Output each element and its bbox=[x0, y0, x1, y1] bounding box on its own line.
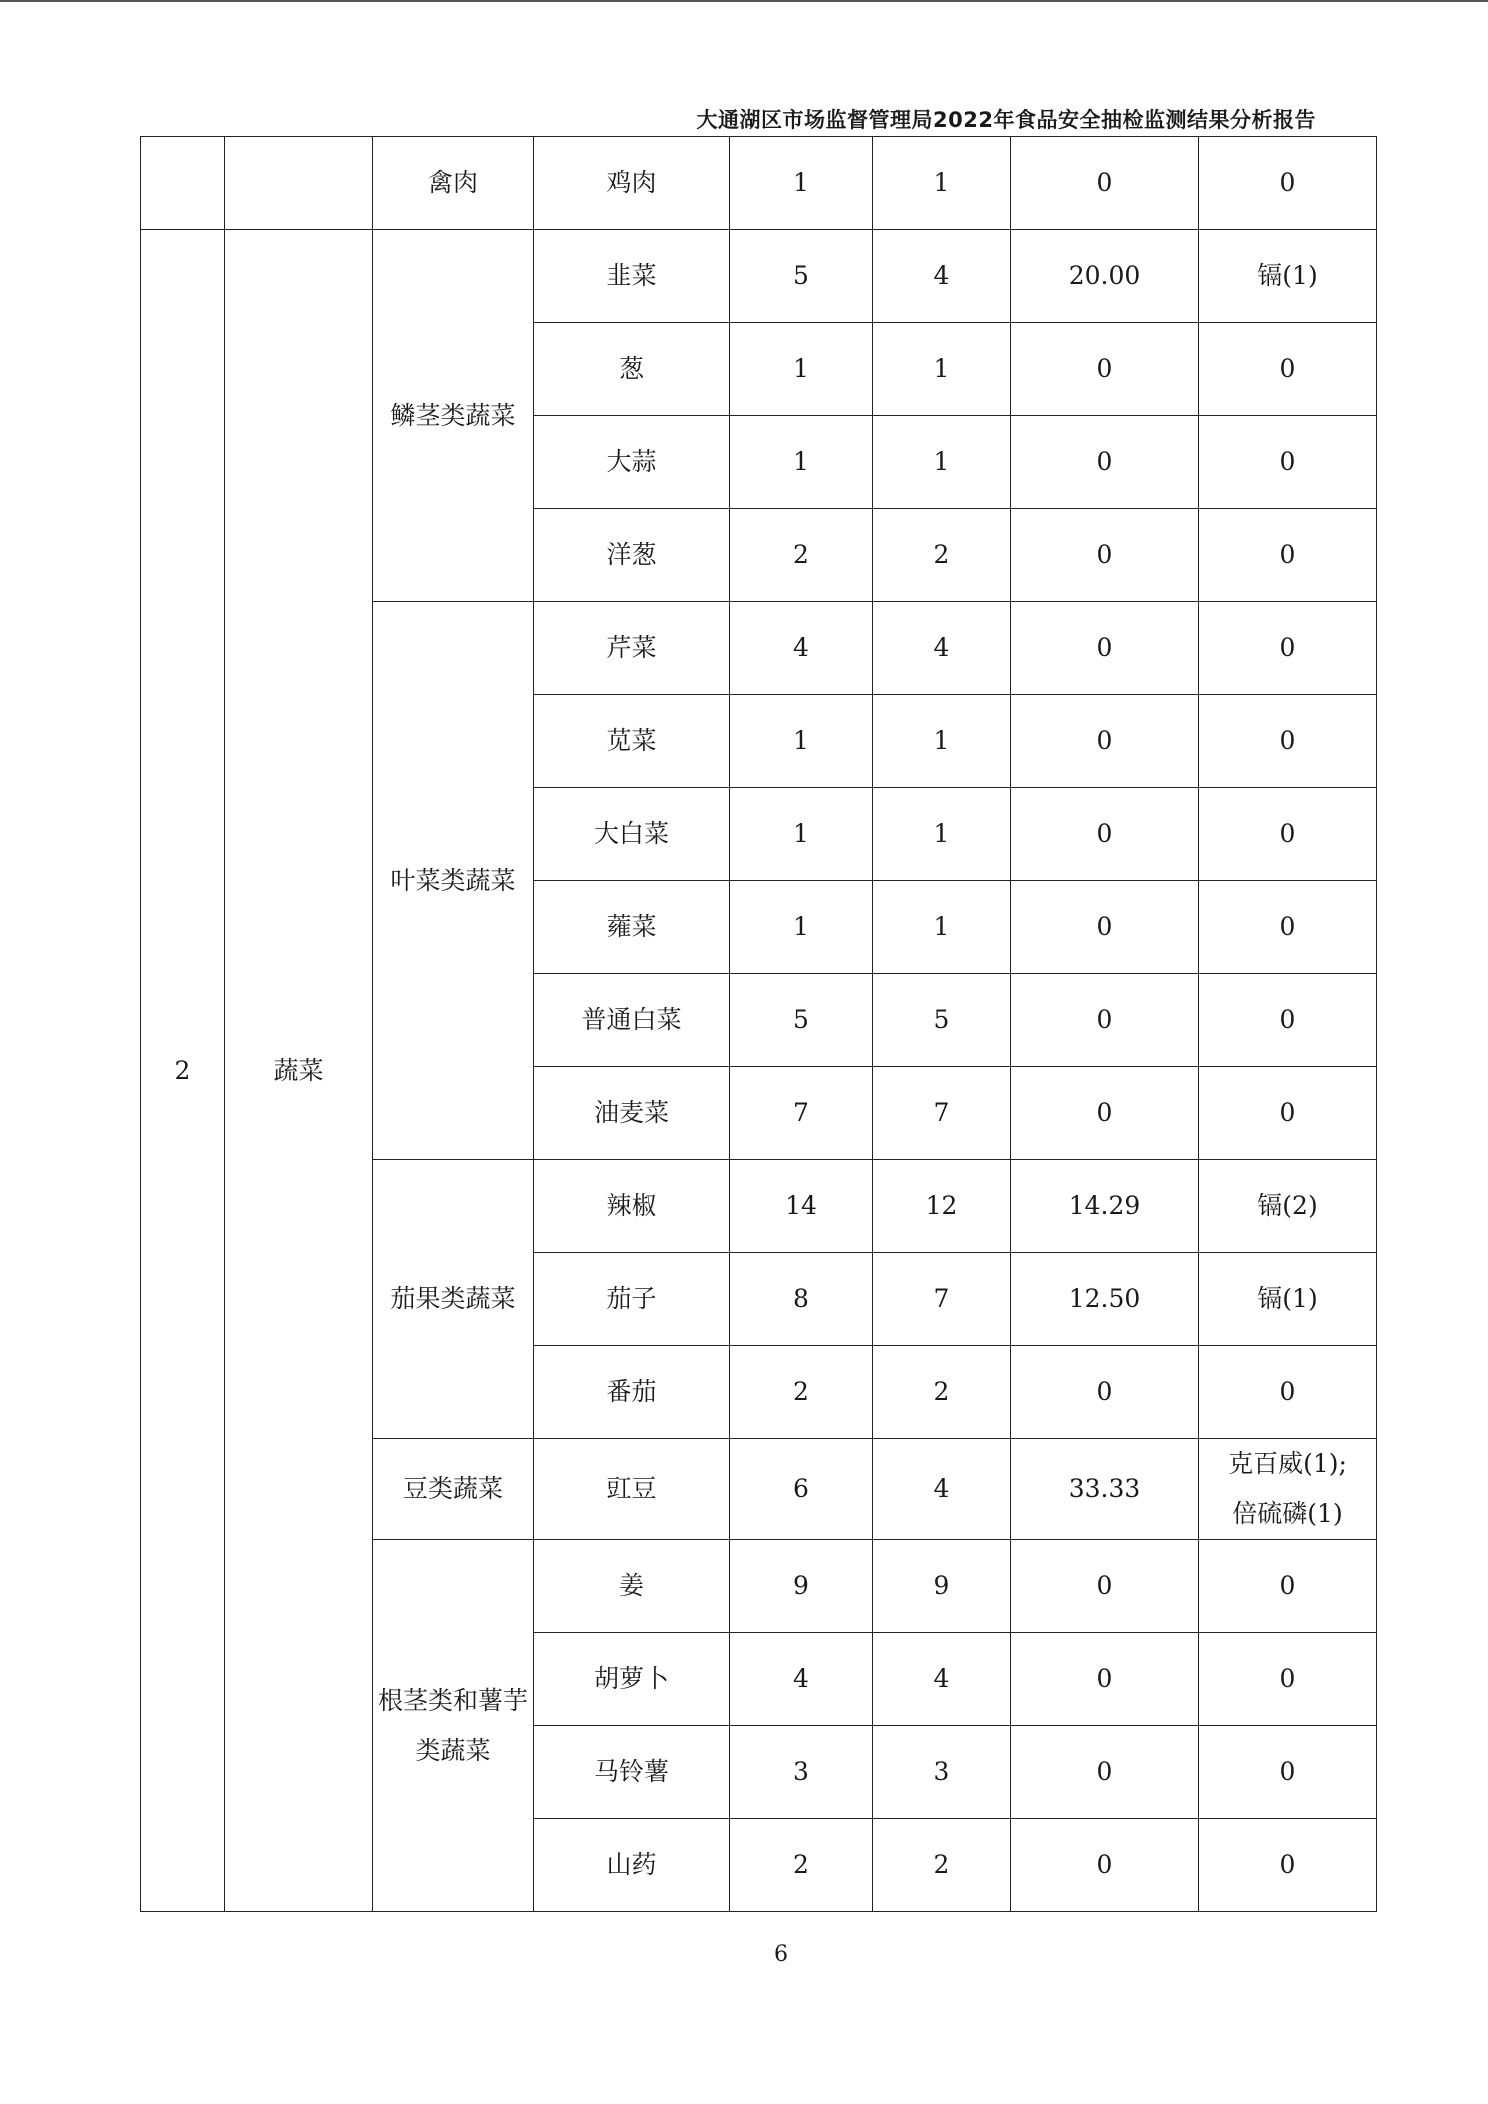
failure-note-line: 倍硫磷(1) bbox=[1232, 1499, 1343, 1528]
page-number: 6 bbox=[774, 1942, 788, 1967]
failure-note: 0 bbox=[1199, 602, 1377, 695]
failure-rate: 0 bbox=[1011, 509, 1199, 602]
qualified-count: 2 bbox=[873, 1819, 1011, 1912]
sampled-count: 7 bbox=[730, 1067, 873, 1160]
failure-note: 0 bbox=[1199, 1067, 1377, 1160]
qualified-count: 1 bbox=[873, 323, 1011, 416]
sampled-count: 2 bbox=[730, 1819, 873, 1912]
failure-rate: 0 bbox=[1011, 323, 1199, 416]
food-category bbox=[225, 137, 373, 230]
failure-note: 0 bbox=[1199, 881, 1377, 974]
qualified-count: 1 bbox=[873, 881, 1011, 974]
qualified-count: 2 bbox=[873, 1346, 1011, 1439]
failure-rate: 0 bbox=[1011, 695, 1199, 788]
sampled-count: 14 bbox=[730, 1160, 873, 1253]
qualified-count: 5 bbox=[873, 974, 1011, 1067]
food-item: 马铃薯 bbox=[534, 1726, 730, 1819]
failure-rate: 0 bbox=[1011, 1346, 1199, 1439]
failure-rate: 0 bbox=[1011, 416, 1199, 509]
sampled-count: 3 bbox=[730, 1726, 873, 1819]
sampled-count: 1 bbox=[730, 416, 873, 509]
food-item: 蕹菜 bbox=[534, 881, 730, 974]
sampled-count: 1 bbox=[730, 881, 873, 974]
food-item: 番茄 bbox=[534, 1346, 730, 1439]
food-category: 蔬菜 bbox=[225, 230, 373, 1912]
food-subcategory: 根茎类和薯芋类蔬菜 bbox=[373, 1540, 534, 1912]
sampled-count: 4 bbox=[730, 602, 873, 695]
food-subcategory: 豆类蔬菜 bbox=[373, 1439, 534, 1540]
qualified-count: 4 bbox=[873, 1633, 1011, 1726]
failure-rate: 33.33 bbox=[1011, 1439, 1199, 1540]
food-item: 辣椒 bbox=[534, 1160, 730, 1253]
failure-note: 镉(1) bbox=[1199, 230, 1377, 323]
failure-rate: 0 bbox=[1011, 1726, 1199, 1819]
food-item: 芹菜 bbox=[534, 602, 730, 695]
food-item: 苋菜 bbox=[534, 695, 730, 788]
food-item: 茄子 bbox=[534, 1253, 730, 1346]
food-subcategory: 禽肉 bbox=[373, 137, 534, 230]
food-item: 姜 bbox=[534, 1540, 730, 1633]
failure-note: 镉(1) bbox=[1199, 1253, 1377, 1346]
failure-rate: 20.00 bbox=[1011, 230, 1199, 323]
food-item: 普通白菜 bbox=[534, 974, 730, 1067]
qualified-count: 1 bbox=[873, 137, 1011, 230]
food-item: 洋葱 bbox=[534, 509, 730, 602]
sampled-count: 9 bbox=[730, 1540, 873, 1633]
failure-rate: 14.29 bbox=[1011, 1160, 1199, 1253]
qualified-count: 9 bbox=[873, 1540, 1011, 1633]
failure-note: 0 bbox=[1199, 416, 1377, 509]
failure-rate: 0 bbox=[1011, 1067, 1199, 1160]
failure-rate: 12.50 bbox=[1011, 1253, 1199, 1346]
failure-note: 0 bbox=[1199, 1540, 1377, 1633]
failure-note: 0 bbox=[1199, 509, 1377, 602]
food-item: 葱 bbox=[534, 323, 730, 416]
food-item: 豇豆 bbox=[534, 1439, 730, 1540]
sampled-count: 8 bbox=[730, 1253, 873, 1346]
qualified-count: 12 bbox=[873, 1160, 1011, 1253]
failure-rate: 0 bbox=[1011, 788, 1199, 881]
failure-note-line: 克百威(1); bbox=[1228, 1449, 1347, 1478]
sampled-count: 1 bbox=[730, 137, 873, 230]
sampled-count: 5 bbox=[730, 974, 873, 1067]
row-number bbox=[141, 137, 225, 230]
failure-note: 0 bbox=[1199, 695, 1377, 788]
food-item: 大白菜 bbox=[534, 788, 730, 881]
table-row bbox=[141, 230, 1377, 323]
failure-note: 0 bbox=[1199, 1633, 1377, 1726]
food-item: 山药 bbox=[534, 1819, 730, 1912]
qualified-count: 1 bbox=[873, 788, 1011, 881]
sampled-count: 5 bbox=[730, 230, 873, 323]
page-top-border bbox=[0, 0, 1488, 2]
sampled-count: 2 bbox=[730, 1346, 873, 1439]
results-table bbox=[140, 136, 1377, 1912]
sampled-count: 1 bbox=[730, 695, 873, 788]
qualified-count: 1 bbox=[873, 695, 1011, 788]
food-item: 胡萝卜 bbox=[534, 1633, 730, 1726]
sampled-count: 1 bbox=[730, 788, 873, 881]
qualified-count: 1 bbox=[873, 416, 1011, 509]
qualified-count: 4 bbox=[873, 602, 1011, 695]
sampled-count: 6 bbox=[730, 1439, 873, 1540]
sampled-count: 2 bbox=[730, 509, 873, 602]
failure-note bbox=[1199, 1439, 1377, 1540]
qualified-count: 2 bbox=[873, 509, 1011, 602]
failure-note: 0 bbox=[1199, 1346, 1377, 1439]
failure-rate: 0 bbox=[1011, 881, 1199, 974]
sampled-count: 1 bbox=[730, 323, 873, 416]
failure-rate: 0 bbox=[1011, 1540, 1199, 1633]
failure-rate: 0 bbox=[1011, 137, 1199, 230]
failure-note: 镉(2) bbox=[1199, 1160, 1377, 1253]
failure-note: 0 bbox=[1199, 1819, 1377, 1912]
qualified-count: 4 bbox=[873, 230, 1011, 323]
failure-rate: 0 bbox=[1011, 974, 1199, 1067]
qualified-count: 3 bbox=[873, 1726, 1011, 1819]
qualified-count: 7 bbox=[873, 1067, 1011, 1160]
row-number: 2 bbox=[141, 230, 225, 1912]
sampled-count: 4 bbox=[730, 1633, 873, 1726]
failure-note: 0 bbox=[1199, 323, 1377, 416]
failure-note: 0 bbox=[1199, 788, 1377, 881]
qualified-count: 7 bbox=[873, 1253, 1011, 1346]
failure-note: 0 bbox=[1199, 974, 1377, 1067]
food-item: 鸡肉 bbox=[534, 137, 730, 230]
food-item: 韭菜 bbox=[534, 230, 730, 323]
page-header: 大通湖区市场监督管理局2022年食品安全抽检监测结果分析报告 bbox=[696, 108, 1316, 132]
failure-note: 0 bbox=[1199, 137, 1377, 230]
failure-note: 0 bbox=[1199, 1726, 1377, 1819]
food-subcategory: 茄果类蔬菜 bbox=[373, 1160, 534, 1439]
food-item: 油麦菜 bbox=[534, 1067, 730, 1160]
failure-rate: 0 bbox=[1011, 1819, 1199, 1912]
failure-rate: 0 bbox=[1011, 602, 1199, 695]
food-subcategory: 叶菜类蔬菜 bbox=[373, 602, 534, 1160]
food-subcategory: 鳞茎类蔬菜 bbox=[373, 230, 534, 602]
qualified-count: 4 bbox=[873, 1439, 1011, 1540]
failure-rate: 0 bbox=[1011, 1633, 1199, 1726]
table-row bbox=[141, 137, 1377, 230]
food-item: 大蒜 bbox=[534, 416, 730, 509]
